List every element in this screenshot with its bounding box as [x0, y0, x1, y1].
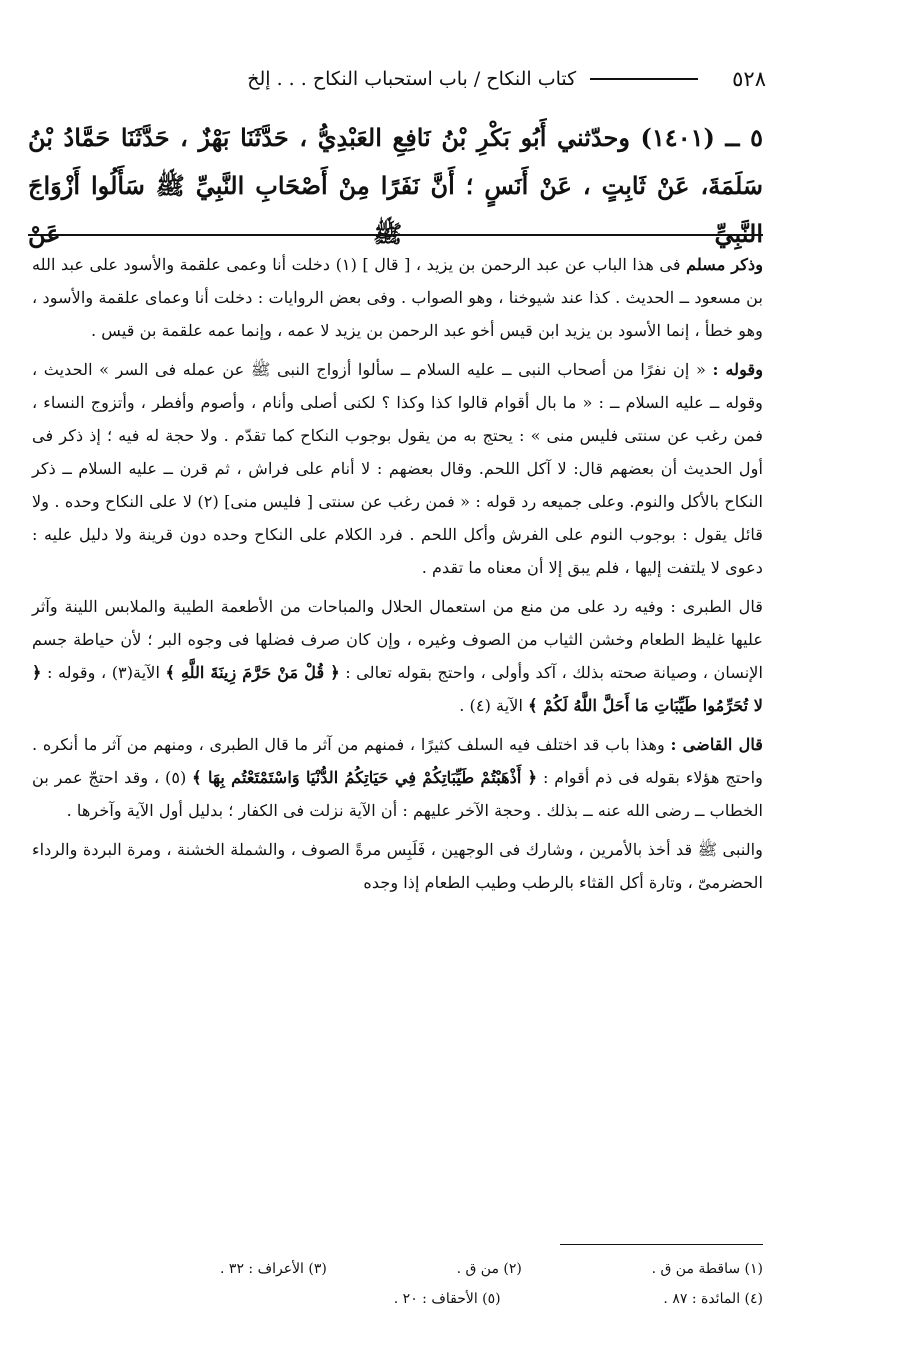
hadith-divider [28, 234, 763, 236]
commentary [32, 248, 763, 905]
footnote-5: (٥) الأحقاف : ٢٠ . [393, 1291, 501, 1307]
paragraph-text: وهذا باب قد اختلف فيه السلف كثيرًا ، فمنهم من آثر ما قال الطبرى ، ومنهم من آثر ما أنكره . واحتج هؤلاء بقوله فى ذم أقوام : [32, 735, 763, 787]
paragraph-lead: وقوله : [712, 360, 764, 379]
footnote-4: (٤) المائدة : ٨٧ . [663, 1291, 763, 1307]
footnote-divider [560, 1244, 763, 1245]
paragraph-4 [32, 728, 763, 827]
quran-verse: ﴿ لا تُحَرِّمُوا طَيِّبَاتِ مَا أَحَلَّ اللَّهُ لَكُمْ ﴾ [32, 663, 763, 715]
paragraph-3 [32, 590, 763, 722]
paragraph-text: فى هذا الباب عن عبد الرحمن بن يزيد ، [ قال ] (١) دخلت أنا وعمى علقمة والأسود على عبد الله بن مسعود ــ الحديث . كذا عند شيوخنا ، وهو الصواب . وفى بعض الروايات : دخلت أنا وعماى علقمة والأسود ، وهو خطأ ، إنما الأسود بن يزيد ابن قيس أخو عبد الرحمن بن يزيد لا عمه ، وإنما عمه علقمة بن قيس . [32, 255, 763, 340]
page-number: ٥٢٨ [732, 67, 766, 91]
footnote-row [220, 1254, 763, 1284]
footnote-row [394, 1284, 763, 1314]
paragraph-text: قال الطبرى : وفيه رد على من منع من استعمال الحلال والمباحات من الأطعمة الطيبة والملابس اللينة وآثر عليها غليظ الطعام وخشن الثياب من الصوف وغيره ، وإن كان صرف فضلها فى وجوه البر ؛ لأن حياطة جسم الإنسان ، وصيانة صحته بذلك ، آكد وأولى ، واحتج بقوله تعالى : [32, 597, 763, 682]
footnote-3: (٣) الأعراف : ٣٢ . [220, 1261, 327, 1277]
paragraph-text: « إن نفرًا من أصحاب النبى ــ عليه السلام ــ سألوا أزواج النبى ﷺ عن عمله فى السر » الحديث ، وقوله ــ عليه السلام ــ : « ما بال أقوام قالوا كذا وكذا ؟ لكنى أصلى وأنام ، وأصوم وأفطر ، وأتزوج النساء ، فمن رغب عن سنتى فليس منى » : يحتج به من يقول بوجوب النكاح كما تقدّم . ولا حجة له فيه ؛ إذ ذكر فى أول الحديث أن بعضهم قال: لا آكل اللحم. وقال بعضهم : لا أنام على فراش ، ثم قرن ــ عليه السلام ــ ذكر النكاح بالأكل والنوم. وعلى جميعه رد قوله : « فمن رغب عن سنتى [ فليس منى] (٢) لا على النكاح وحده . ولا قائل يقول : بوجوب النوم على الفرش وأكل اللحم . فرد الكلام على النكاح وحده دون قرينة ولا دليل عليه : دعوى لا يلتفت إليها ، فلم يبق إلا أن معناه ما تقدم . [32, 360, 763, 577]
paragraph-lead: وذكر مسلم [686, 255, 764, 274]
paragraph-2 [32, 353, 763, 584]
footnote-2: (٢) من ق . [456, 1261, 522, 1277]
paragraph-text: الآية(٣) ، وقوله : [41, 663, 166, 682]
header-rule [590, 78, 698, 80]
hadith-text: ٥ ــ (١٤٠١) وحدّثني أَبُو بَكْرِ بْنُ نَافِعِ العَبْدِيُّ ، حَدَّثَنَا بَهْزٌ ، حَدَّثَنَا حَمَّادُ بْنُ سَلَمَةَ، عَنْ ثَابِتٍ ، عَنْ أَنَسٍ ؛ أَنَّ نَفَرًا مِنْ أَصْحَابِ النَّبِيِّ ﷺ سَأَلُوا أَزْوَاجَ النَّبِيِّ ﷺ عَنْ [28, 123, 763, 248]
paragraph-text: والنبى ﷺ قد أخذ بالأمرين ، وشارك فى الوجهين ، فَلَبِس مرةً الصوف ، والشملة الخشنة ، ومرة البردة والرداء الحضرمىّ ، وتارة أكل القثاء بالرطب وطيب الطعام إذا وجده [32, 840, 763, 892]
footnote-1: (١) ساقطة من ق . [651, 1261, 763, 1277]
page-header [30, 62, 766, 96]
paragraph-text: (٥) ، وقد احتجّ عمر بن الخطاب ــ رضى الله عنه ــ بذلك . وحجة الآخر عليهم : أن الآية نزلت فى الكفار ؛ بدليل أول الآية وآخرها . [32, 768, 763, 820]
quran-verse: ﴿ أَذْهَبْتُمْ طَيِّبَاتِكُمْ فِي حَيَاتِكُمُ الدُّنْيَا وَاسْتَمْتَعْتُم بِهَا ﴾ [192, 768, 538, 787]
running-title: كتاب النكاح / باب استحباب النكاح . . . إلخ [247, 68, 577, 90]
paragraph-5 [32, 833, 763, 899]
paragraph-lead: قال القاضى : [670, 735, 763, 754]
footnotes [220, 1254, 763, 1314]
paragraph-1 [32, 248, 763, 347]
paragraph-text: الآية (٤) . [459, 696, 529, 715]
quran-verse: ﴿ قُلْ مَنْ حَرَّمَ زِينَةَ اللَّهِ ﴾ [165, 663, 340, 682]
